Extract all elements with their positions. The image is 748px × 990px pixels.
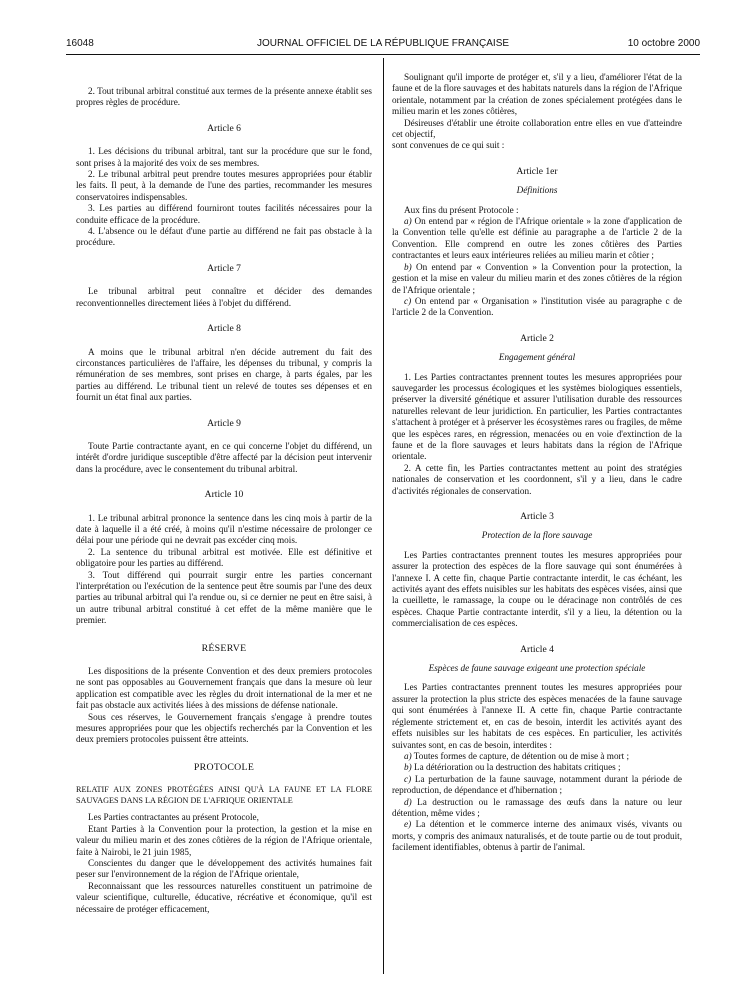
paragraph: 2. Tout tribunal arbitral constitué aux termes de la présente annexe établit ses propres règles de procédure. xyxy=(76,86,372,108)
paragraph: 1. Les Parties contractantes prennent toutes les mesures appropriées pour sauvegarder les processus écologiques et les systèmes biologiques essentiels, préserver la diversité génétique et assurer l'utilisation durable des ressources naturelles relevant de leur juridiction. En particulier, les Parties contractantes s'attachent à protéger et à préserver les écosystèmes rares ou fragiles, de même que les espèces rares, en régression, menacées ou en voie d'extinction de la faune et de la flore sauvages et leurs habitats dans la région de l'Afrique orientale. xyxy=(392,371,682,462)
article-heading: Article 1er xyxy=(516,165,558,177)
paragraph: 1. Le tribunal arbitral prononce la sentence dans les cinq mois à partir de la date à laquelle il a été créé, à moins qu'il n'estime nécessaire de prolonger ce délai pour une période qui ne devrait pas excéder cinq mois. xyxy=(76,512,372,546)
paragraph: Conscientes du danger que le développement des activités humaines fait peser sur l'environnement de la région de l'Afrique orientale, xyxy=(76,857,372,880)
list-item xyxy=(392,296,682,319)
article-subtitle: Définitions xyxy=(516,185,558,196)
paragraph: 1. Les décisions du tribunal arbitral, tant sur la procédure que sur le fond, sont prises à la majorité des voix de ses membres. xyxy=(76,146,372,168)
item-text: La détérioration ou la destruction des habitats critiques ; xyxy=(413,762,621,773)
column-divider xyxy=(383,58,384,974)
article-subtitle: Espèces de faune sauvage exigeant une protection spéciale xyxy=(428,663,646,674)
list-item xyxy=(392,216,682,262)
item-letter: a) xyxy=(404,750,412,761)
item-letter: a) xyxy=(404,216,412,227)
article-subtitle: Engagement général xyxy=(498,352,576,363)
publication-date: 10 octobre 2000 xyxy=(627,38,700,49)
item-text: Toutes formes de capture, de détention ou de mise à mort ; xyxy=(413,750,629,761)
list-item xyxy=(392,262,682,296)
item-text: La perturbation de la faune sauvage, notamment durant la période de reproduction, de dépendance et d'hibernation ; xyxy=(392,773,683,796)
paragraph: sont convenues de ce qui suit : xyxy=(392,140,505,151)
item-letter: e) xyxy=(404,819,412,830)
paragraph: 2. La sentence du tribunal arbitral est motivée. Elle est définitive et obligatoire pour les parties au différend. xyxy=(76,546,372,569)
article-heading: Article 2 xyxy=(520,332,554,344)
page-number: 16048 xyxy=(66,38,94,49)
item-letter: b) xyxy=(404,762,412,773)
item-letter: d) xyxy=(404,796,412,807)
item-letter: b) xyxy=(404,261,412,272)
paragraph: Les Parties contractantes prennent toutes les mesures appropriées pour assurer la protection des espèces de la flore sauvage qui sont énumérées à l'annexe I. A cette fin, chaque Partie contractante interdit, le cas échéant, les activités ayant des effets nuisibles sur les habitats des espèces visées, ainsi que la cueillette, le ramassage, la coupe ou le déracinage non contrôlés de ces espèces. Chaque Partie contractante interdit, s'il y a lieu, la détention ou la commercialisation de ces espèces. xyxy=(392,549,682,629)
page-header xyxy=(66,38,700,52)
paragraph: Soulignant qu'il importe de protéger et, s'il y a lieu, d'améliorer l'état de la faune et de la flore sauvages et des habitats naturels dans la région de l'Afrique orientale, notamment par la création de zones spécialement protégées dans le milieu marin et les zones côtières, xyxy=(392,72,682,117)
left-column xyxy=(76,86,372,915)
list-item xyxy=(392,797,682,820)
item-letter: c) xyxy=(404,773,412,784)
article-heading: Article 8 xyxy=(207,323,241,335)
article-subtitle: Protection de la flore sauvage xyxy=(481,530,593,541)
paragraph: 2. Le tribunal arbitral peut prendre toutes mesures appropriées pour établir les faits. Il peut, à la demande de l'une des parties, recommander les mesures conservatoires indispensables. xyxy=(76,169,372,202)
item-text: On entend par « Convention » la Convention pour la protection, la gestion et la mise en valeur du milieu marin et des zones côtières de la région de l'Afrique orientale ; xyxy=(392,261,682,295)
item-text: La destruction ou le ramassage des œufs dans la nature ou leur détention, même vides ; xyxy=(392,796,682,818)
protocole-heading: PROTOCOLE xyxy=(193,761,255,773)
paragraph: Etant Parties à la Convention pour la protection, la gestion et la mise en valeur du milieu marin et des zones côtières de la région de l'Afrique orientale, faite à Nairobi, le 21 juin 1985, xyxy=(76,823,372,857)
article-heading: Article 3 xyxy=(520,511,554,522)
paragraph: Les dispositions de la présente Convention et des deux premiers protocoles ne sont pas opposables au Gouvernement français que dans la mesure où leur application est compatible avec les règles du droit international de la mer et ne fait pas obstacle aux activités liées à des missions de défense nationale. xyxy=(76,666,372,711)
paragraph: 3. Tout différend qui pourrait surgir entre les parties concernant l'interprétation ou l'exécution de la sentence peut être soumis par l'une des deux parties au tribunal arbitral qui l'a rendue ou, si ce dernier ne peut en être saisi, à un autre tribunal arbitral constitué à cet effet de la même manière que le premier. xyxy=(76,569,372,626)
paragraph: Désireuses d'établir une étroite collaboration entre elles en vue d'atteindre cet objectif, xyxy=(392,117,682,140)
paragraph: Reconnaissant que les ressources naturelles constituent un patrimoine de valeur scientifique, culturelle, éducative, récréative et économique, qu'il est nécessaire de protéger efficacement, xyxy=(76,880,372,914)
paragraph: Le tribunal arbitral peut connaître et décider des demandes reconventionnelles directement liées à l'objet du différend. xyxy=(76,286,372,308)
item-text: On entend par « Organisation » l'institution visée au paragraphe c de l'article 2 de la Convention. xyxy=(392,295,682,318)
paragraph: Aux fins du présent Protocole : xyxy=(404,204,519,215)
article-heading: Article 6 xyxy=(207,122,241,134)
paragraph: Les Parties contractantes prennent toutes les mesures appropriées pour assurer la protection la plus stricte des espèces menacées de la faune sauvage qui sont énumérées à l'annexe II. A cette fin, chaque Partie contractante réglemente strictement et, en cas de besoin, interdit les activités ayant des effets nuisibles sur les habitats de ces espèces. En particulier, les activités suivantes sont, en cas de besoin, interdites : xyxy=(392,682,682,750)
article-heading: Article 4 xyxy=(520,643,554,655)
header-rule xyxy=(66,54,700,55)
paragraph: Toute Partie contractante ayant, en ce qui concerne l'objet du différend, un intérêt d'ordre juridique susceptible d'être affecté par la décision peut intervenir dans la procédure, avec le consentement du tribunal arbitral. xyxy=(76,440,372,474)
paragraph: 3. Les parties au différend fourniront toutes facilités nécessaires pour la conduite efficace de la procédure. xyxy=(76,203,372,225)
article-heading: Article 10 xyxy=(204,489,244,501)
list-item xyxy=(392,819,682,853)
paragraph: 2. A cette fin, les Parties contractantes mettent au point des stratégies nationales de conservation et les coordonnent, s'il y a lieu, dans le cadre d'activités régionales de conservation. xyxy=(392,462,682,496)
item-letter: c) xyxy=(404,295,412,306)
paragraph: 4. L'absence ou le défaut d'une partie au différend ne fait pas obstacle à la procédure. xyxy=(76,226,372,248)
list-item xyxy=(392,774,682,797)
item-text: On entend par « région de l'Afrique orientale » la zone d'application de la Convention telle qu'elle est définie au paragraphe a de l'article 2 de la Convention. Elle comprend en outre les zones côtières des Parties contractantes et leurs eaux intérieures reliées au milieu marin et côtier ; xyxy=(392,216,682,261)
article-heading: Article 7 xyxy=(207,262,241,274)
paragraph: Les Parties contractantes au présent Protocole, xyxy=(88,812,259,823)
list-item xyxy=(392,762,682,773)
paragraph: Sous ces réserves, le Gouvernement français s'engage à prendre toutes mesures appropriées pour que les objectifs recherchés par la Convention et les deux premiers protocoles puissent être atteints. xyxy=(76,711,372,745)
reserve-heading: RÉSERVE xyxy=(201,642,247,654)
item-text: La détention et le commerce interne des animaux visés, vivants ou morts, y compris des animaux naturalisés, et de toute partie ou de tout produit, facilement identifiables, obtenus à partir de l'animal. xyxy=(392,819,682,853)
right-column xyxy=(392,72,682,854)
protocole-subtitle: RELATIF AUX ZONES PROTÉGÉES AINSI QU'À LA FAUNE ET LA FLORE SAUVAGES DANS LA RÉGION DE L'AFRIQUE ORIENTALE xyxy=(76,785,372,805)
journal-title: JOURNAL OFFICIEL DE LA RÉPUBLIQUE FRANÇAISE xyxy=(256,38,510,49)
paragraph: A moins que le tribunal arbitral n'en décide autrement du fait des circonstances particulières de l'affaire, les dépenses du tribunal, y compris la rémunération de ses membres, sont prises en charge, à parts égales, par les parties au différend. Le tribunal tient un relevé de toutes ses dépenses et en fournit un état final aux parties. xyxy=(76,346,372,403)
list-item xyxy=(392,751,682,762)
article-heading: Article 9 xyxy=(207,417,241,429)
